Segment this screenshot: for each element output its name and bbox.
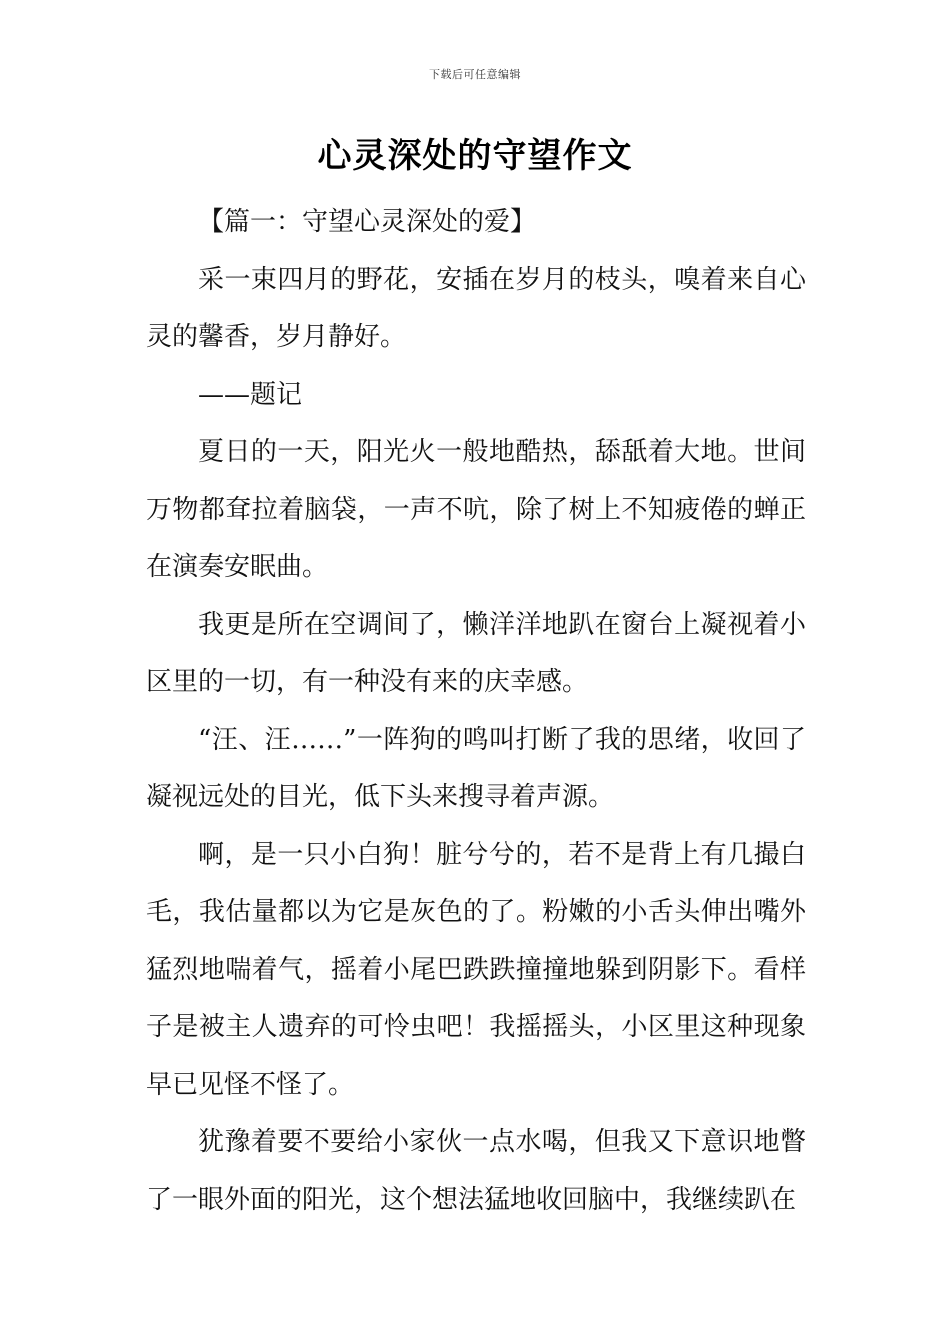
epigraph-label: ——题记 [198,379,303,410]
paragraph: 我更是所在空调间了，懒洋洋地趴在窗台上凝视着小区里的一切，有一种没有来的庆幸感。 [146,609,806,697]
paragraph: “汪、汪……”一阵狗的鸣叫打断了我的思绪，收回了凝视远处的目光，低下头来搜寻着声源。 [146,724,806,812]
paragraph: 犹豫着要不要给小家伙一点水喝，但我又下意识地瞥了一眼外面的阳光，这个想法猛地收回脑中，我继续趴在 [146,1127,806,1215]
paragraph: 啊，是一只小白狗！脏兮兮的，若不是背上有几撮白毛，我估量都以为它是灰色的了。粉嫩的小舌头伸出嘴外猛烈地喘着气，摇着小尾巴跌跌撞撞地躲到阴影下。看样子是被主人遗弃的可怜虫吧！我摇摇头，小区里这种现象早已见怪不怪了。 [146,839,806,1100]
paragraph: 夏日的一天，阳光火一般地酷热，舔舐着大地。世间万物都耷拉着脑袋，一声不吭，除了树上不知疲倦的蝉正在演奏安眠曲。 [146,437,806,582]
document-title: 心灵深处的守望作文 [317,136,633,176]
paragraph: 采一束四月的野花，安插在岁月的枝头，嗅着来自心灵的馨香，岁月静好。 [146,264,806,352]
header-note: 下载后可任意编辑 [429,68,521,81]
section-heading: 【篇一：守望心灵深处的爱】 [198,207,537,237]
document-body [146,194,806,1229]
